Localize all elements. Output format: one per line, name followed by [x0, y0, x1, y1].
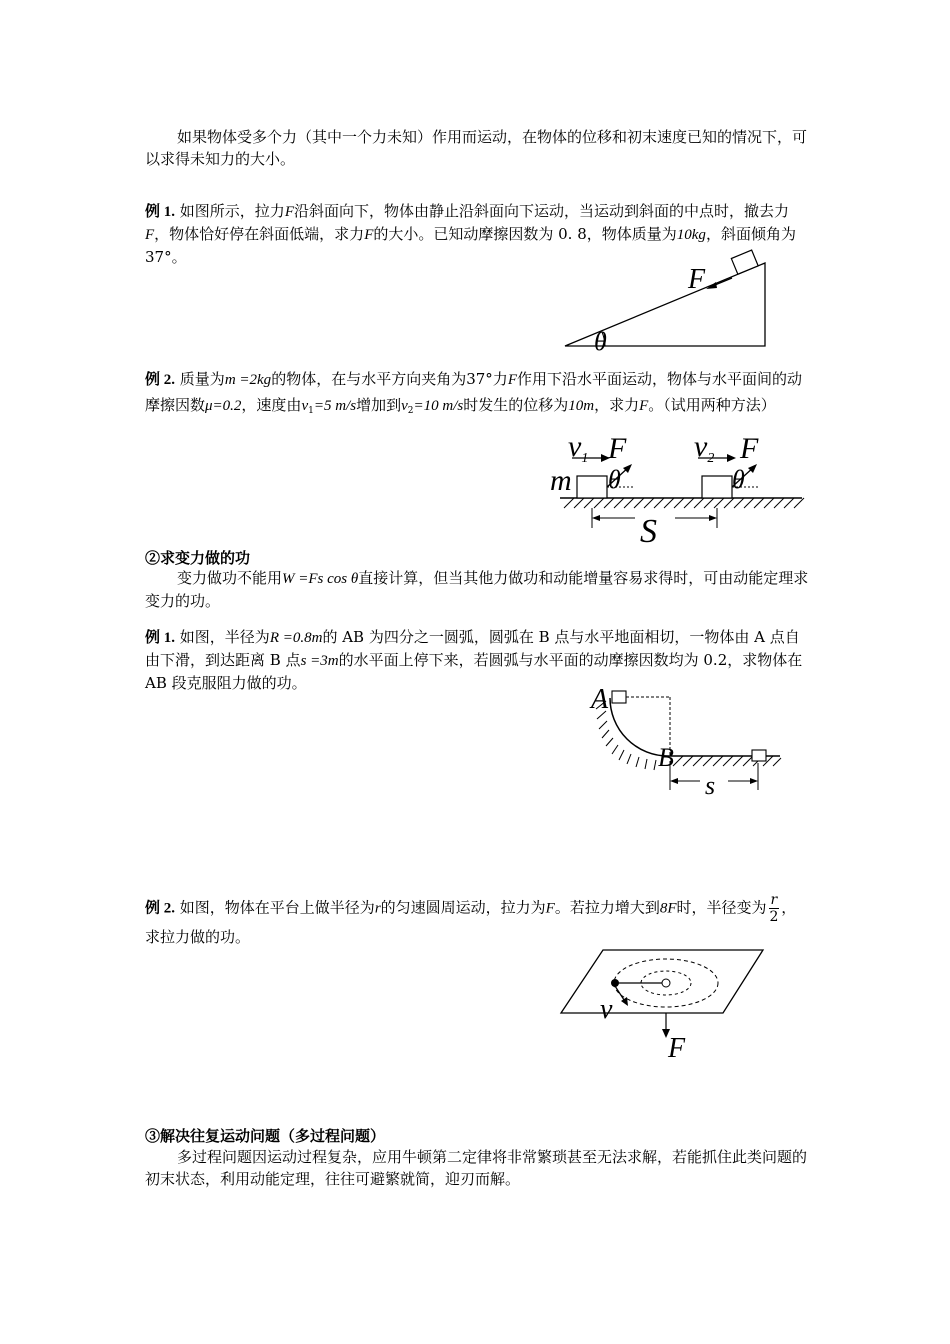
- v2-label: $v_2$: [694, 430, 715, 466]
- force-1-label: F: [608, 432, 627, 465]
- distance-label: s: [705, 771, 716, 800]
- block-1: [577, 476, 607, 498]
- section-2-paragraph: 变力做功不能用W =Fs cos θ直接计算，但当其他力做功和动能增量容易求得时，可由动能定理求变力的功。: [145, 569, 809, 610]
- section-3-paragraph: 多过程问题因运动过程复杂，应用牛顿第二定律将非常繁琐甚至无法求解，若能抓住此类问题的初末状态，利用动能定理，往往可避繁就简，迎刃而解。: [145, 1148, 808, 1188]
- incline-figure: [560, 255, 775, 355]
- displacement-label: S: [640, 513, 657, 550]
- example-2-circular: 例 2. 如图，物体在平台上做半径为r的匀速圆周运动，拉力为F。若拉力增大到8F时，半径变为 $\frac{r}{2}$ ，求拉力做的功。: [145, 892, 797, 946]
- angle-1-label: θ: [608, 465, 621, 494]
- point-a-label: A: [591, 684, 609, 715]
- force-2-label: F: [740, 432, 759, 465]
- section-2-heading: ②求变力做的功: [145, 551, 251, 567]
- example-label: 例 1.: [145, 204, 176, 220]
- v1-label: $v_1$: [568, 430, 589, 466]
- block-2: [702, 476, 732, 498]
- horizontal-figure: [550, 428, 810, 550]
- example-1-arc: 例 1. 如图，半径为R =0.8m的 AB 为四分之一圆弧，圆弧在 B 点与水平地面相切，一物体由 A 点自由下滑，到达距离 B 点s =3m的水平面上停下来，若圆弧与水平面的动摩擦因数均为 0.2，求物体在 AB 段克服阻力做的功。: [145, 628, 803, 692]
- example-2-horizontal: 例 2. 质量为m =2kg的物体，在与水平方向夹角为37°力F作用下沿水平面运动，物体与水平面间的动摩擦因数μ=0.2，速度由$v_1=5$ m/s增加到$v_2=10$ m/s时发生的位移为10m，求力F。（试用两种方法）: [145, 370, 802, 416]
- intro-paragraph: 如果物体受多个力（其中一个力未知）作用而运动，在物体的位移和初末速度已知的情况下，可以求得未知力的大小。: [145, 128, 808, 168]
- velocity-label: v: [600, 994, 613, 1025]
- point-b-label: B: [658, 743, 674, 772]
- block-end: [752, 750, 766, 761]
- angle-2-label: θ: [732, 465, 745, 494]
- section-3-heading: ③解决往复运动问题（多过程问题）: [145, 1129, 386, 1145]
- fraction: $\frac{r}{2}$: [769, 892, 779, 925]
- force-label: F: [668, 1033, 686, 1064]
- example-1-incline: 例 1. 如图所示，拉力F沿斜面向下，物体由静止沿斜面向下运动，当运动到斜面的中点时，撤去力F，物体恰好停在斜面低端，求力F的大小。已知动摩擦因数为 0. 8，物体质量为10kg，斜面倾角为37°。: [145, 202, 796, 266]
- angle-label: θ: [594, 327, 607, 356]
- block-a: [612, 691, 626, 703]
- mass-label: m: [550, 464, 572, 497]
- force-label: F: [688, 264, 706, 295]
- circle-figure: [558, 948, 768, 1068]
- arc-figure: [588, 683, 788, 798]
